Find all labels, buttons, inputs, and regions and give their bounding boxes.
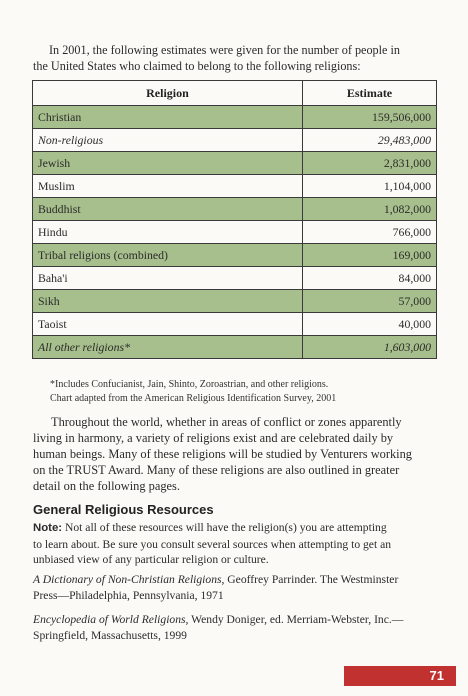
table-row <box>33 221 437 244</box>
estimate-cell: 1,104,000 <box>302 175 436 198</box>
estimate-cell: 1,603,000 <box>302 336 436 359</box>
religion-cell: Sikh <box>33 290 303 313</box>
religion-cell: Christian <box>33 106 303 129</box>
table-row <box>33 290 437 313</box>
religion-cell: All other religions* <box>33 336 303 359</box>
reference-line <box>33 612 445 628</box>
religion-cell: Non-religious <box>33 129 303 152</box>
table-row <box>33 244 437 267</box>
page-number: 71 <box>429 668 444 683</box>
note-text: Not all of these resources will have the religion(s) you are attempting <box>62 521 387 534</box>
estimate-cell: 84,000 <box>302 267 436 290</box>
body-paragraph <box>33 414 443 494</box>
estimate-cell: 2,831,000 <box>302 152 436 175</box>
intro-line: In 2001, the following estimates were given for the number of people in <box>49 43 400 57</box>
religions-table <box>32 80 437 359</box>
religion-cell: Baha'i <box>33 267 303 290</box>
reference-author: Wendy Doniger, ed. Merriam-Webster, Inc.— <box>188 613 404 626</box>
table-row <box>33 129 437 152</box>
section-heading: General Religious Resources <box>33 502 214 517</box>
table-header-row <box>33 81 437 106</box>
religion-cell: Muslim <box>33 175 303 198</box>
reference-line <box>33 572 445 588</box>
estimate-column-header: Estimate <box>302 81 436 106</box>
paragraph-line: Throughout the world, whether in areas of conflict or zones apparently <box>51 415 402 429</box>
table-row <box>33 267 437 290</box>
estimate-cell: 57,000 <box>302 290 436 313</box>
table-footnote <box>50 378 440 406</box>
intro-paragraph <box>33 42 443 74</box>
footnote-source: Chart adapted from the American Religious Identification Survey, 2001 <box>50 393 337 404</box>
note-paragraph <box>33 520 445 568</box>
estimate-cell: 40,000 <box>302 313 436 336</box>
reference-title: Encyclopedia of World Religions, <box>33 613 189 626</box>
table-row <box>33 198 437 221</box>
note-line: to learn about. Be sure you consult several sources when attempting to get an <box>33 537 392 551</box>
intro-line: the United States who claimed to belong to the following religions: <box>33 59 361 73</box>
religion-cell: Buddhist <box>33 198 303 221</box>
religion-cell: Tribal religions (combined) <box>33 244 303 267</box>
estimate-cell: 169,000 <box>302 244 436 267</box>
reference-entry <box>33 572 445 604</box>
religion-cell: Jewish <box>33 152 303 175</box>
table-row <box>33 336 437 359</box>
note-line: unbiased view of any particular religion or culture. <box>33 553 269 566</box>
note-label: Note: <box>33 522 63 534</box>
reference-title: A Dictionary of Non-Christian Religions, <box>33 573 225 586</box>
note-line <box>33 520 445 537</box>
table-row <box>33 313 437 336</box>
reference-publisher: Springfield, Massachusetts, 1999 <box>33 629 187 642</box>
religion-cell: Hindu <box>33 221 303 244</box>
estimate-cell: 159,506,000 <box>302 106 436 129</box>
paragraph-line: living in harmony, a variety of religions exist and are celebrated daily by <box>33 431 394 445</box>
table-row <box>33 175 437 198</box>
estimate-cell: 766,000 <box>302 221 436 244</box>
reference-entry <box>33 612 445 644</box>
religion-column-header: Religion <box>33 81 303 106</box>
page-number-bar <box>344 666 456 686</box>
reference-author: Geoffrey Parrinder. The Westminster <box>224 573 399 586</box>
paragraph-line: human beings. Many of these religions will be studied by Venturers working <box>33 447 413 461</box>
paragraph-line: on the TRUST Award. Many of these religions are also outlined in greater <box>33 463 400 477</box>
footnote-line: *Includes Confucianist, Jain, Shinto, Zoroastrian, and other religions. <box>50 379 329 390</box>
paragraph-line: detail on the following pages. <box>33 479 180 493</box>
estimate-cell: 29,483,000 <box>302 129 436 152</box>
religion-cell: Taoist <box>33 313 303 336</box>
table-row <box>33 152 437 175</box>
table-row <box>33 106 437 129</box>
estimate-cell: 1,082,000 <box>302 198 436 221</box>
reference-publisher: Press—Philadelphia, Pennsylvania, 1971 <box>33 589 224 602</box>
